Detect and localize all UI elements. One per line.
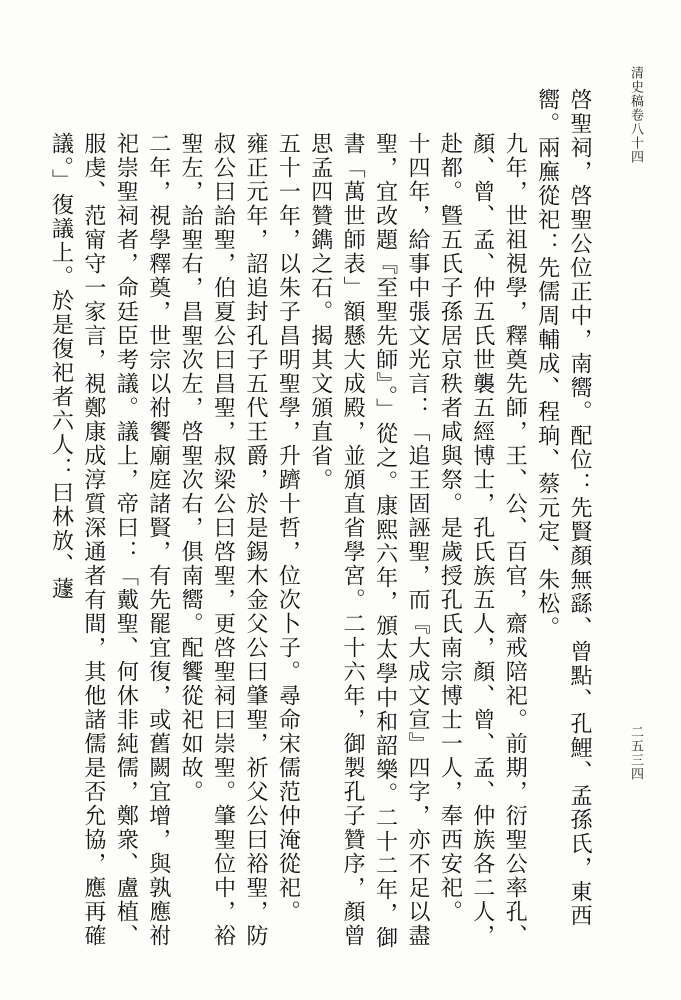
paragraph-6: 二年，視學釋奠，世宗以祔饗廟庭諸賢，有先罷宜復，或舊闕宜增，與孰應祔祀崇聖祠者，命廷臣考議。議上，帝曰：「戴聖、何休非純儒，鄭衆、盧植、服虔、范甯守一家言，視鄭康成淳質深通者有間，其他諸儒是否允協，應再確議。」復議上。於是復祀者六人：曰林放、蘧 (48, 132, 171, 948)
body-text (35, 88, 595, 958)
page-number: 二五三四 (628, 725, 643, 781)
paragraph-2: 九年，世祖視學，釋奠先師，王、公、百官，齋戒陪祀。前期，衍聖公率孔、顏、曾、孟、仲五氏世襲五經博士，孔氏族五人，顏、曾、孟、仲族各二人，赴都。曁五氏子孫居京秩者咸與祭。是歲授孔氏南宗博士一人，奉西安祀。 (437, 132, 528, 948)
paragraph-3: 十四年，給事中張文光言：「追王固誣聖，而『大成文宣』四字，亦不足以盡聖，宜改題『至聖先師』。」從之。康熙六年，頒太學中和韶樂。二十二年，御書「萬世師表」額懸大成殿，並頒直省學宮。二十六年，御製孔子贊序，顏曾思孟四贊鐫之石。揭其文頒直省。 (307, 132, 430, 950)
paragraph-5: 雍正元年，詔追封孔子五代王爵，於是錫木金父公曰肇聖，祈父公曰裕聖，防叔公曰詒聖，伯夏公曰昌聖，叔梁公曰啓聖，更啓聖祠曰崇聖。肇聖位中，裕聖左，詒聖右，昌聖次左，啓聖次右，俱南嚮。配饗從祀如故。 (178, 132, 268, 948)
paragraph-4: 五十一年，以朱子昌明聖學，升躋十哲，位次卜子。尋命宋儒范仲淹從祀。 (275, 132, 301, 924)
running-header: 清史稿卷八十四 (628, 66, 643, 164)
paragraph-1: 啓聖祠，啓聖公位正中，南嚮。配位：先賢顏無繇、曾點、孔鯉、孟孫氏，東西嚮。兩廡從祀：先儒周輔成、程珦、蔡元定、朱松。 (534, 88, 592, 928)
